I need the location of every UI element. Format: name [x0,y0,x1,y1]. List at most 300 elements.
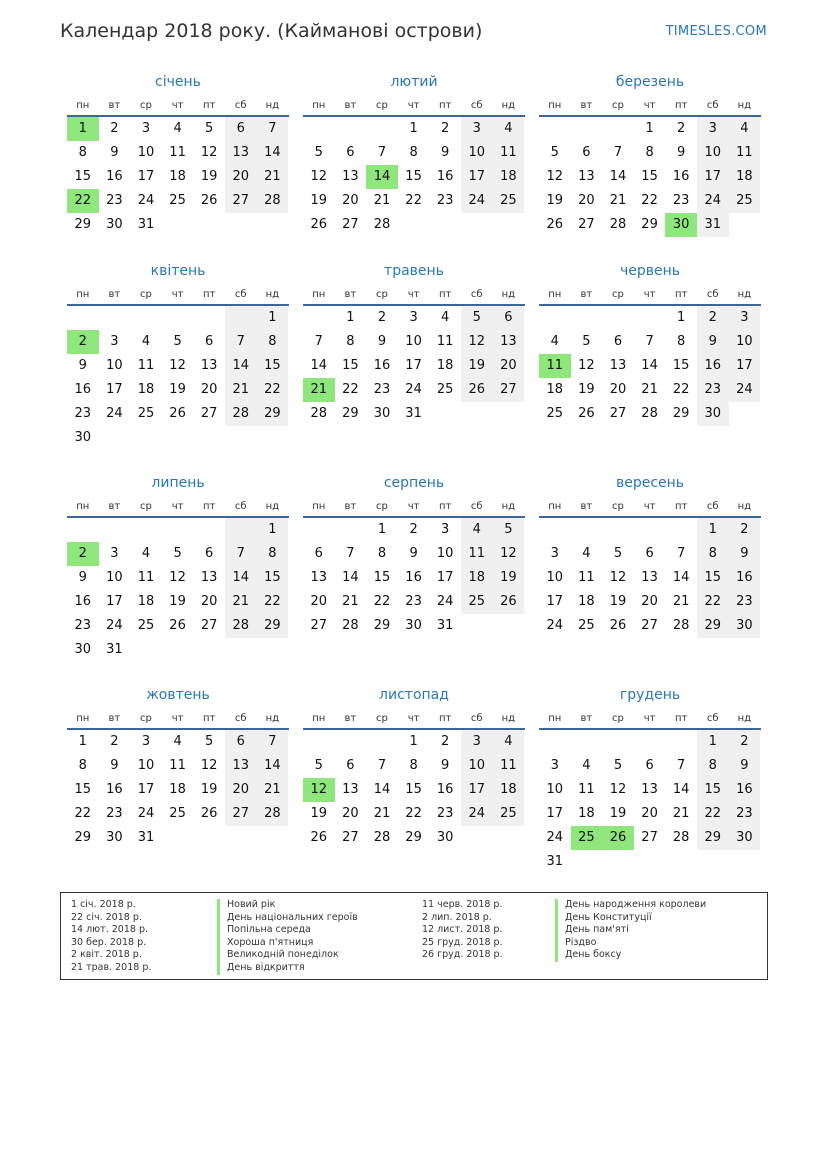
day-cell: 18 [578,806,595,821]
day-cell: 1 [645,121,654,136]
weekday-label: ср [140,713,152,724]
day-cell: 5 [550,145,559,160]
day-cell: 19 [169,382,186,397]
legend-holiday-name: День боксу [555,949,706,962]
day-cell: 9 [78,570,87,585]
day-cell: 24 [461,189,493,213]
weekday-label: чт [171,713,184,724]
day-empty [571,306,603,330]
day-cell: 30 [729,826,761,850]
day-cell: 15 [405,782,422,797]
day-empty [602,117,634,141]
day-cell: 5 [173,334,182,349]
day-cell: 3 [729,306,761,330]
month-3 [539,72,761,237]
day-cell: 27 [641,618,658,633]
day-cell: 27 [342,830,359,845]
day-cell: 19 [310,193,328,208]
day-cell: 8 [346,334,355,349]
day-cell: 1 [409,734,418,749]
week-row [303,402,525,426]
day-cell: 12 [461,330,493,354]
day-cell: 13 [225,754,257,778]
day-cell: 4 [493,730,525,754]
day-cell: 11 [137,570,155,585]
weekday-label: чт [171,501,184,512]
weekday-label: пн [76,289,90,300]
day-cell: 22 [74,806,92,821]
day-cell: 26 [609,618,627,633]
day-cell: 16 [729,566,761,590]
day-cell: 29 [373,618,391,633]
week-row [67,402,289,426]
day-cell: 11 [436,334,454,349]
day-cell: 25 [169,193,186,208]
weekday-label: ср [612,713,624,724]
week-row [303,141,525,165]
day-cell: 24 [436,594,454,609]
day-empty [99,306,131,330]
day-empty [225,826,257,850]
day-cell: 26 [310,830,328,845]
day-cell: 10 [546,782,564,797]
day-cell: 21 [373,806,391,821]
day-cell: 23 [405,594,422,609]
week-row [67,590,289,614]
legend-left-dates [71,899,151,975]
day-cell: 20 [200,382,218,397]
holiday-legend [60,892,768,980]
day-cell: 23 [697,378,729,402]
day-cell: 1 [697,518,729,542]
day-cell: 21 [641,382,658,397]
holiday-day-cell: 1 [67,117,99,141]
week-row [67,566,289,590]
weekday-label: нд [501,289,516,300]
day-cell: 11 [137,358,155,373]
day-cell: 7 [314,334,323,349]
week-row [539,730,761,754]
day-cell: 2 [441,121,450,136]
day-cell: 18 [436,358,454,373]
weekday-label: сб [470,289,483,300]
weekday-label: пт [438,501,452,512]
day-cell: 17 [137,782,155,797]
day-empty [130,306,162,330]
day-cell: 2 [377,310,387,325]
weekday-label: сб [706,501,719,512]
legend-date: 2 лип. 2018 р. [422,911,492,923]
day-cell: 1 [697,730,729,754]
day-cell: 5 [205,121,214,136]
day-cell: 18 [137,382,155,397]
weekday-label: чт [643,100,656,111]
day-cell: 25 [436,382,454,397]
weekday-header [303,284,525,306]
day-cell: 3 [110,546,119,561]
weekday-label: пт [202,713,216,724]
day-cell: 20 [200,594,218,609]
day-cell: 28 [641,406,658,421]
day-cell: 2 [110,121,119,136]
day-cell: 8 [697,542,729,566]
weekday-label: ср [140,100,152,111]
day-cell: 18 [546,382,564,397]
day-cell: 29 [342,406,359,421]
day-cell: 24 [461,802,493,826]
day-cell: 14 [373,782,391,797]
week-row [539,566,761,590]
week-row [539,378,761,402]
day-cell: 4 [141,546,151,561]
day-cell: 26 [200,193,218,208]
day-cell: 27 [200,618,218,633]
weekday-label: ср [376,501,388,512]
week-row [303,730,525,754]
week-row [539,778,761,802]
day-cell: 30 [106,217,123,232]
day-cell: 29 [697,614,729,638]
month-1 [67,72,289,237]
holiday-day-cell: 26 [602,826,634,850]
day-cell: 16 [436,169,454,184]
day-cell: 11 [169,145,186,160]
weekday-label: нд [501,713,516,724]
day-cell: 9 [409,546,418,561]
weekday-label: чт [407,100,420,111]
month-name: березень [615,74,685,90]
month-name: листопад [379,687,449,703]
day-cell: 8 [78,758,87,773]
holiday-day-cell: 14 [366,165,398,189]
day-cell: 28 [310,406,328,421]
day-cell: 20 [342,193,359,208]
day-empty [257,213,289,237]
week-row [67,165,289,189]
week-row [303,778,525,802]
day-cell: 14 [641,358,658,373]
day-cell: 17 [436,570,454,585]
day-cell: 17 [106,382,123,397]
day-cell: 11 [729,141,761,165]
week-row [303,542,525,566]
day-cell: 10 [106,570,123,585]
week-row [539,330,761,354]
day-cell: 24 [137,806,155,821]
day-cell: 15 [697,778,729,802]
weekday-label: ср [612,501,624,512]
holiday-day-cell: 11 [539,354,571,378]
week-row [67,638,289,662]
legend-holiday-name: Попільна середа [217,924,358,937]
day-empty [193,213,225,237]
day-cell: 28 [342,618,359,633]
day-empty [571,850,603,874]
legend-date: 21 трав. 2018 р. [71,961,152,973]
day-cell: 19 [200,782,218,797]
weekday-label: нд [265,289,280,300]
day-cell: 11 [169,758,186,773]
day-cell: 25 [137,618,155,633]
weekday-label: пт [674,289,688,300]
week-row [303,330,525,354]
weekday-label: чт [643,713,656,724]
day-cell: 5 [613,758,623,773]
day-cell: 13 [310,570,328,585]
day-cell: 2 [441,734,450,749]
day-cell: 26 [169,406,186,421]
day-cell: 19 [578,382,595,397]
day-cell: 6 [225,117,257,141]
week-row [303,117,525,141]
day-cell: 9 [677,145,686,160]
weekday-label: нд [737,501,752,512]
day-cell: 18 [493,165,525,189]
day-cell: 9 [110,758,119,773]
day-cell: 27 [609,406,627,421]
day-cell: 14 [672,782,690,797]
weekday-label: пт [438,289,452,300]
day-cell: 16 [106,782,123,797]
day-cell: 15 [405,169,422,184]
week-row [539,213,761,237]
day-cell: 23 [373,382,391,397]
day-cell: 10 [106,358,123,373]
day-cell: 7 [645,334,654,349]
week-row [539,165,761,189]
holiday-day-cell: 2 [67,330,99,354]
day-cell: 6 [613,334,623,349]
day-cell: 2 [729,730,761,754]
month-8 [303,473,525,638]
day-empty [539,730,571,754]
day-empty [461,614,493,638]
day-empty [729,402,761,426]
day-cell: 31 [405,406,422,421]
legend-holiday-name: Новий рік [217,899,358,912]
day-cell: 21 [225,378,257,402]
day-cell: 12 [169,570,186,585]
day-cell: 16 [672,169,690,184]
day-cell: 24 [697,189,729,213]
day-cell: 8 [697,754,729,778]
weekday-label: пн [312,501,326,512]
day-cell: 16 [405,570,422,585]
weekday-label: пн [312,713,326,724]
weekday-label: вт [344,100,357,111]
brand-link[interactable]: TIMESLES.COM [665,24,767,39]
weekday-label: нд [737,100,752,111]
day-cell: 28 [257,802,289,826]
day-cell: 7 [225,330,257,354]
day-cell: 3 [141,734,151,749]
day-cell: 29 [74,217,92,232]
weekday-header [67,496,289,518]
day-empty [193,306,225,330]
day-empty [634,730,666,754]
weekday-header [539,496,761,518]
day-cell: 4 [493,117,525,141]
day-cell: 22 [405,193,422,208]
month-name: жовтень [146,687,210,703]
legend-date: 11 черв. 2018 р. [422,899,503,910]
day-cell: 3 [697,117,729,141]
weekday-label: вт [344,713,357,724]
holiday-day-cell: 2 [67,542,99,566]
day-cell: 15 [74,169,92,184]
day-cell: 2 [677,121,686,136]
day-empty [493,213,525,237]
day-cell: 8 [409,145,418,160]
day-cell: 27 [493,378,525,402]
month-12 [539,685,761,874]
month-4 [67,261,289,450]
day-cell: 7 [613,145,623,160]
day-cell: 15 [257,566,289,590]
weekday-label: сб [470,100,483,111]
day-cell: 17 [137,169,155,184]
day-cell: 17 [461,778,493,802]
day-cell: 22 [373,594,391,609]
day-cell: 10 [697,141,729,165]
day-empty [303,730,335,754]
week-row [67,378,289,402]
day-cell: 4 [141,334,151,349]
day-cell: 10 [546,570,564,585]
day-cell: 1 [257,518,289,542]
weekday-label: пн [76,100,90,111]
page-title: Календар 2018 року. (Кайманові острови) [60,20,483,42]
weekday-label: сб [706,289,719,300]
day-cell: 21 [257,165,289,189]
day-cell: 31 [546,854,564,869]
day-cell: 15 [342,358,359,373]
week-row [67,141,289,165]
day-empty [602,518,634,542]
week-row [303,518,525,542]
week-row [303,590,525,614]
day-cell: 10 [405,334,422,349]
day-empty [571,117,603,141]
day-empty [602,850,634,874]
day-cell: 7 [377,145,387,160]
month-9 [539,473,761,638]
day-cell: 21 [257,778,289,802]
day-cell: 8 [645,145,654,160]
day-cell: 13 [578,169,595,184]
day-cell: 24 [546,618,564,633]
day-cell: 12 [609,782,627,797]
weekday-label: пт [674,100,688,111]
day-cell: 28 [609,217,627,232]
legend-left-names [217,899,358,975]
day-cell: 10 [137,758,155,773]
weekday-label: вт [108,713,121,724]
day-cell: 20 [225,778,257,802]
day-cell: 23 [436,193,454,208]
day-cell: 24 [546,830,564,845]
day-cell: 30 [106,830,123,845]
day-cell: 13 [609,358,627,373]
day-cell: 13 [342,169,359,184]
day-cell: 5 [493,518,525,542]
day-cell: 26 [578,406,595,421]
day-cell: 11 [493,141,525,165]
day-cell: 6 [225,730,257,754]
day-cell: 17 [461,165,493,189]
weekday-label: чт [643,289,656,300]
weekday-label: пн [76,713,90,724]
day-cell: 31 [697,213,729,237]
day-cell: 30 [74,642,92,657]
day-cell: 20 [342,806,359,821]
day-cell: 6 [205,546,214,561]
week-row [539,354,761,378]
day-cell: 19 [310,806,328,821]
day-cell: 9 [729,542,761,566]
day-empty [429,213,461,237]
day-cell: 3 [141,121,151,136]
week-row [539,850,761,874]
day-cell: 5 [205,734,214,749]
week-row [67,354,289,378]
day-cell: 16 [74,594,92,609]
day-cell: 15 [74,782,92,797]
weekday-label: чт [407,501,420,512]
weekday-label: сб [234,713,247,724]
weekday-header [539,708,761,730]
day-empty [162,213,194,237]
day-cell: 5 [314,758,323,773]
weekday-label: пт [202,501,216,512]
day-cell: 13 [641,782,658,797]
holiday-day-cell: 21 [303,378,335,402]
day-cell: 30 [373,406,391,421]
week-row [539,141,761,165]
week-row [539,614,761,638]
day-cell: 7 [346,546,355,561]
day-cell: 22 [697,590,729,614]
day-cell: 24 [405,382,422,397]
weekday-header [539,284,761,306]
day-cell: 23 [729,802,761,826]
day-cell: 23 [106,806,123,821]
day-empty [303,117,335,141]
day-cell: 22 [697,802,729,826]
weekday-label: ср [140,501,152,512]
day-cell: 10 [137,145,155,160]
weekday-label: чт [171,289,184,300]
day-empty [193,518,225,542]
day-cell: 24 [137,193,155,208]
day-empty [193,638,225,662]
day-empty [634,306,666,330]
day-cell: 8 [257,542,289,566]
day-cell: 12 [200,758,218,773]
day-empty [303,306,335,330]
legend-date: 1 січ. 2018 р. [71,899,136,910]
holiday-day-cell: 22 [67,189,99,213]
day-cell: 14 [672,570,690,585]
day-empty [162,306,194,330]
day-cell: 4 [582,758,591,773]
week-row [67,778,289,802]
day-cell: 30 [729,614,761,638]
day-cell: 27 [225,802,257,826]
day-empty [162,826,194,850]
day-cell: 14 [310,358,328,373]
weekday-label: ср [612,100,624,111]
